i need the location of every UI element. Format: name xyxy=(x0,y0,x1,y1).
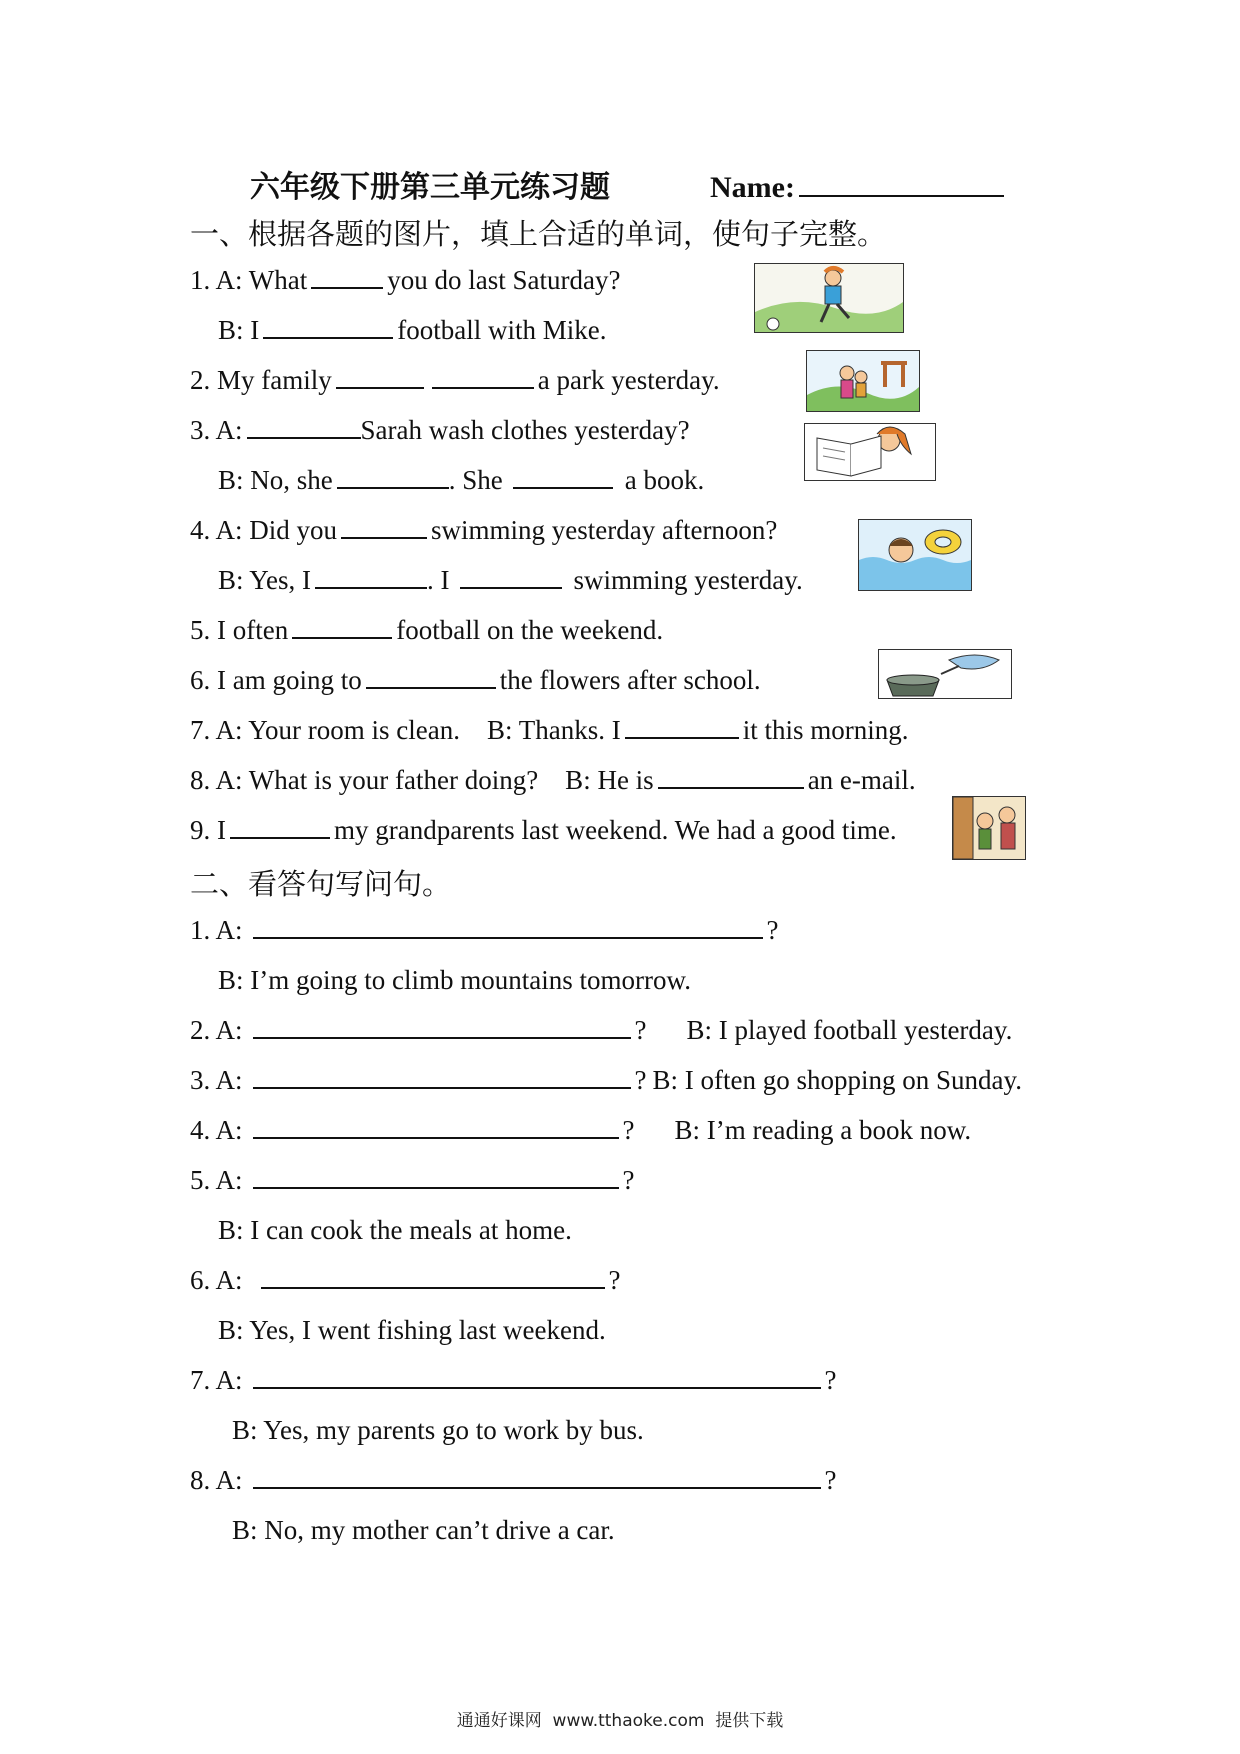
s2-q4: 4. A: ? B: I’m reading a book now. xyxy=(190,1115,972,1145)
s1-q7: 7. A: Your room is clean. B: Thanks. I it this morning. xyxy=(190,715,909,745)
footer-credit: 通通好课网 www.tthaoke.com 提供下载 xyxy=(456,1711,784,1731)
s1-q9: 9. I my grandparents last weekend. We had a good time. xyxy=(190,815,897,845)
s2-q2-answer-blank[interactable] xyxy=(253,1013,631,1039)
s1-q5-blank[interactable] xyxy=(292,613,392,639)
s2-q2: 2. A: ? B: I played football yesterday. xyxy=(190,1015,1013,1045)
s2-q5b: B: I can cook the meals at home. xyxy=(218,1215,572,1245)
s1-q3a: 3. A: Sarah wash clothes yesterday? xyxy=(190,415,690,445)
s1-q1b-blank[interactable] xyxy=(263,313,393,339)
s2-q7b: B: Yes, my parents go to work by bus. xyxy=(232,1415,644,1445)
s1-q8-blank[interactable] xyxy=(658,763,804,789)
page-title xyxy=(250,162,1008,206)
s1-q5: 5. I often football on the weekend. xyxy=(190,615,664,645)
s1-q2: 2. My family a park yesterday. xyxy=(190,365,720,395)
s2-q1b: B: I’m going to climb mountains tomorrow. xyxy=(218,965,691,995)
s2-q5-answer-blank[interactable] xyxy=(253,1163,619,1189)
s1-q7-blank[interactable] xyxy=(625,713,739,739)
worksheet-title: 六年级下册第三单元练习题 xyxy=(250,171,610,204)
s1-q8: 8. A: What is your father doing? B: He is an e-mail. xyxy=(190,765,916,795)
s2-q7-answer-blank[interactable] xyxy=(253,1363,821,1389)
s1-q4b-blank-1[interactable] xyxy=(315,563,427,589)
s1-q4b-blank-2[interactable] xyxy=(460,563,562,589)
s2-q1a: 1. A: ? xyxy=(190,915,779,945)
s2-q7a: 7. A: ? xyxy=(190,1365,837,1395)
s1-q4a: 4. A: Did you swimming yesterday afternoon? xyxy=(190,515,778,545)
s1-q6-blank[interactable] xyxy=(366,663,496,689)
section2-heading: 二、看答句写问句。 xyxy=(190,867,452,901)
s2-q8b: B: No, my mother can’t drive a car. xyxy=(232,1515,615,1545)
s1-q6: 6. I am going to the flowers after school. xyxy=(190,665,761,695)
s1-q3b-blank-2[interactable] xyxy=(513,463,613,489)
s1-q3b-blank-1[interactable] xyxy=(337,463,449,489)
s2-q3-answer-blank[interactable] xyxy=(253,1063,631,1089)
s2-q6a: 6. A: ? xyxy=(190,1265,621,1295)
s2-q4-answer-blank[interactable] xyxy=(253,1113,619,1139)
name-label: Name: xyxy=(710,171,795,204)
s2-q1-answer-blank[interactable] xyxy=(253,913,763,939)
s1-q3b: B: No, she . She a book. xyxy=(218,465,705,495)
picture-girl-reading-book xyxy=(804,423,936,481)
s1-q2-blank-1[interactable] xyxy=(336,363,424,389)
s1-q4b: B: Yes, I . I swimming yesterday. xyxy=(218,565,803,595)
s2-q5a: 5. A: ? xyxy=(190,1165,635,1195)
picture-visiting-grandparents xyxy=(952,796,1026,860)
s2-q6b: B: Yes, I went fishing last weekend. xyxy=(218,1315,606,1345)
picture-family-in-park xyxy=(806,350,920,412)
name-blank[interactable] xyxy=(799,171,1004,197)
picture-boy-swimming xyxy=(858,519,972,591)
s1-q1b: B: I football with Mike. xyxy=(218,315,607,345)
s1-q1a: 1. A: What you do last Saturday? xyxy=(190,265,621,295)
section1-heading: 一、根据各题的图片，填上合适的单词，使句子完整。 xyxy=(190,217,887,251)
picture-boy-playing-football xyxy=(754,263,904,333)
s1-q2-blank-2[interactable] xyxy=(432,363,534,389)
s2-q8a: 8. A: ? xyxy=(190,1465,837,1495)
s1-q4a-blank[interactable] xyxy=(341,513,427,539)
s1-q3a-blank[interactable] xyxy=(247,413,361,439)
s1-q9-blank[interactable] xyxy=(230,813,330,839)
picture-watering-can xyxy=(878,649,1012,699)
s2-q6-answer-blank[interactable] xyxy=(261,1263,605,1289)
s2-q3: 3. A: ? B: I often go shopping on Sunday. xyxy=(190,1065,1022,1095)
s2-q8-answer-blank[interactable] xyxy=(253,1463,821,1489)
s1-q1a-blank[interactable] xyxy=(311,263,383,289)
